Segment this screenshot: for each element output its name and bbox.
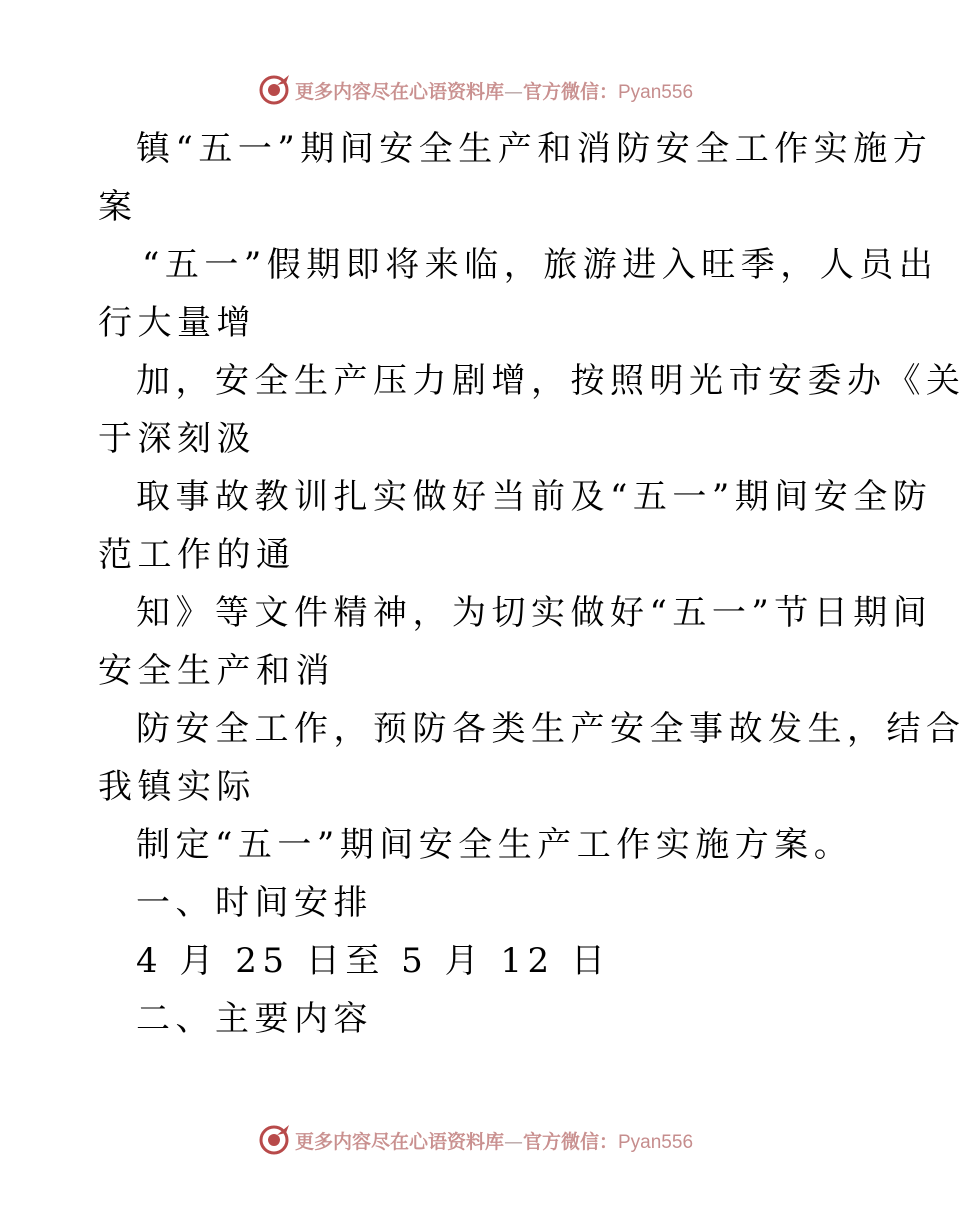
paragraph-line: 知》等文件精神，为切实做好“五一”节日期间: [136, 593, 933, 633]
paragraph-line: 防安全工作，预防各类生产安全事故发生，结合: [136, 709, 966, 749]
paragraph-line: 行大量增: [98, 303, 256, 343]
brand-logo-icon: [257, 73, 291, 107]
document-title-line-1: 镇“五一”期间安全生产和消防安全工作实施方: [136, 129, 933, 169]
paragraph-line: 我镇实际: [98, 767, 256, 807]
paragraph-line: 加，安全生产压力剧增，按照明光市安委办《关: [136, 361, 966, 401]
section-heading-schedule: 一、时间安排: [136, 883, 373, 923]
section-heading-content: 二、主要内容: [136, 999, 373, 1039]
document-title-line-2: 案: [98, 187, 138, 227]
paragraph-line: 制定“五一”期间安全生产工作实施方案。: [136, 825, 854, 865]
header-watermark: [0, 70, 950, 110]
document-body: [98, 120, 966, 1048]
paragraph-line: “五一”假期即将来临，旅游进入旺季，人员出: [142, 245, 939, 285]
brand-logo-icon: [257, 1123, 291, 1157]
watermark-text: 更多内容尽在心语资料库—官方微信：Pyan556: [294, 1130, 694, 1153]
paragraph-line: 于深刻汲: [98, 419, 256, 459]
watermark-text: 更多内容尽在心语资料库—官方微信：Pyan556: [294, 80, 694, 103]
paragraph-line: 安全生产和消: [98, 651, 335, 691]
paragraph-line: 范工作的通: [98, 535, 296, 575]
schedule-date-range: 4 月 25 日至 5 月 12 日: [136, 941, 611, 981]
paragraph-line: 取事故教训扎实做好当前及“五一”期间安全防: [136, 477, 933, 517]
footer-watermark: [0, 1120, 950, 1160]
